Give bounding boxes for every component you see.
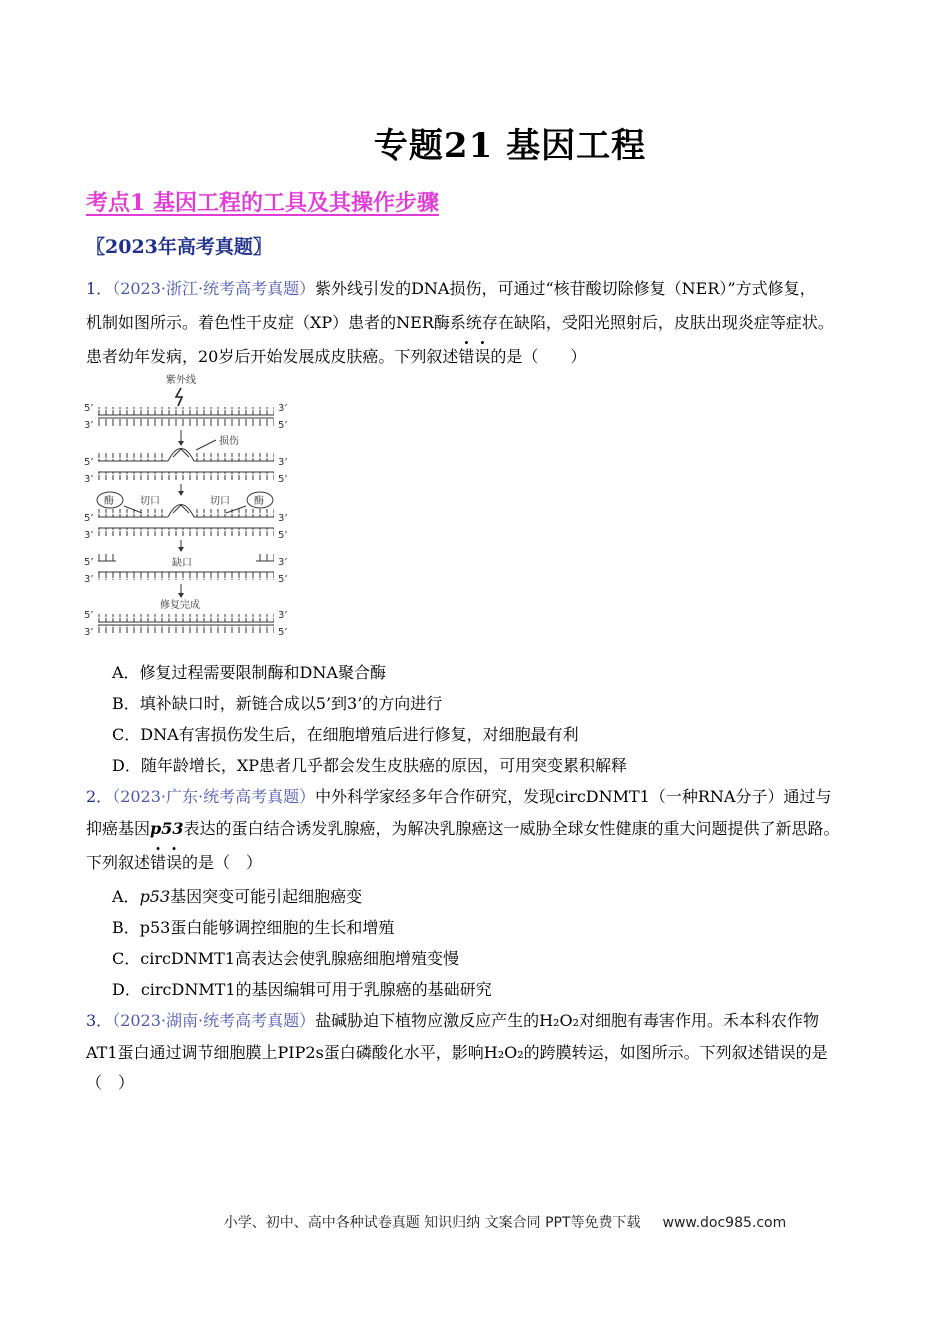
uv-bolt-icon xyxy=(176,388,182,406)
end-label: 5’ xyxy=(84,610,94,621)
q1-number: 1． xyxy=(86,279,113,298)
end-label: 5’ xyxy=(278,574,288,585)
end-label: 5’ xyxy=(278,474,288,485)
q2-stem-text1: 中外科学家经多年合作研究，发现circDNMT1（一种RNA分子）通过与 xyxy=(315,787,832,806)
end-label: 5’ xyxy=(84,557,94,568)
q2-stem-text2: 抑癌基因 xyxy=(86,819,151,838)
option-text: 基因突变可能引起细胞癌变 xyxy=(170,887,363,906)
q1-source: （2023·浙江·统考高考真题） xyxy=(112,279,316,298)
cut-label: 切口 xyxy=(140,496,160,507)
end-label: 3’ xyxy=(278,610,288,621)
q2-option-c[interactable]: C．circDNMT1高表达会使乳腺癌细胞增殖变慢 xyxy=(112,949,459,968)
repair-done-label: 修复完成 xyxy=(160,600,200,611)
q2-option-d[interactable]: D．circDNMT1的基因编辑可用于乳腺癌的基础研究 xyxy=(112,980,492,999)
gene-name: p53 xyxy=(139,887,171,906)
end-label: 3’ xyxy=(84,627,94,638)
q3-stem-line3: （ ） xyxy=(86,1073,135,1092)
end-label: 3’ xyxy=(84,474,94,485)
end-label: 5’ xyxy=(278,530,288,541)
q1-stem-text1: 紫外线引发的DNA损伤，可通过“核苷酸切除修复（NER）”方式修复， xyxy=(315,279,816,298)
gap-label: 缺口 xyxy=(172,558,192,569)
q2-emphasis-char2: 误 xyxy=(166,853,183,872)
q2-stem-text3-end: 的是（ ） xyxy=(182,853,263,872)
end-label: 5’ xyxy=(84,457,94,468)
q3-number: 3． xyxy=(86,1011,113,1030)
q2-option-b[interactable]: B．p53蛋白能够调控细胞的生长和增殖 xyxy=(112,918,395,937)
footer-url[interactable]: www.doc985.com xyxy=(662,1215,787,1231)
end-label: 3’ xyxy=(278,557,288,568)
end-label: 5’ xyxy=(84,513,94,524)
option-letter: A． xyxy=(112,887,140,906)
q2-source: （2023·广东·统考高考真题） xyxy=(112,787,316,806)
q1-emphasis-char1: 错 xyxy=(458,347,475,366)
cut-label: 切口 xyxy=(210,496,230,507)
q2-stem-line2 xyxy=(86,816,839,839)
end-label: 5’ xyxy=(84,403,94,414)
q2-emphasis-char1: 错 xyxy=(150,853,167,872)
end-label: 5’ xyxy=(278,420,288,431)
end-label: 3’ xyxy=(278,403,288,414)
q3-stem-text1: 盐碱胁迫下植物应激反应产生的H₂O₂对细胞有毒害作用。禾本科农作物 xyxy=(315,1011,819,1030)
end-label: 3’ xyxy=(84,420,94,431)
q1-emphasis-char2: 误 xyxy=(474,347,491,366)
q2-stem-line1 xyxy=(86,784,831,807)
subsection-heading: 〖2023年高考真题〗 xyxy=(86,236,272,258)
page-footer xyxy=(0,1212,950,1232)
q1-option-d[interactable]: D．随年龄增长，XP患者几乎都会发生皮肤癌的原因，可用突变累积解释 xyxy=(112,756,627,775)
q2-stem-text2-end: 表达的蛋白结合诱发乳腺癌，为解决乳腺癌这一威胁全球女性健康的重大问题提供了新思路。 xyxy=(183,819,840,838)
q1-stem-line2: 机制如图所示。着色性干皮症（XP）患者的NER酶系统存在缺陷，受阳光照射后，皮肤出现炎症等症状。 xyxy=(86,313,834,332)
q1-option-a[interactable]: A．修复过程需要限制酶和DNA聚合酶 xyxy=(112,663,386,682)
section-heading: 考点1 基因工程的工具及其操作步骤 xyxy=(86,190,439,216)
q1-stem-text3: 患者幼年发病，20岁后开始发展成皮肤癌。下列叙述 xyxy=(86,347,459,366)
footer-text: 小学、初中、高中各种试卷真题 知识归纳 文案合同 PPT等免费下载 xyxy=(223,1215,641,1231)
q1-option-c[interactable]: C．DNA有害损伤发生后，在细胞增殖后进行修复，对细胞最有利 xyxy=(112,725,579,744)
uv-label: 紫外线 xyxy=(166,375,196,386)
gene-name: p53 xyxy=(150,819,184,838)
end-label: 3’ xyxy=(278,457,288,468)
end-label: 5’ xyxy=(278,627,288,638)
ner-repair-figure xyxy=(84,370,304,642)
end-label: 3’ xyxy=(278,513,288,524)
q3-stem-line1 xyxy=(86,1008,819,1031)
q1-stem-text3-end: 的是（ ） xyxy=(490,347,587,366)
q2-number: 2． xyxy=(86,787,113,806)
q1-option-b[interactable]: B．填补缺口时，新链合成以5’到3’的方向进行 xyxy=(112,694,443,713)
q1-stem-line3 xyxy=(86,344,586,367)
q2-stem-text3: 下列叙述 xyxy=(86,853,151,872)
q2-option-a[interactable] xyxy=(112,884,362,907)
q2-stem-line3 xyxy=(86,850,262,873)
q3-source: （2023·湖南·统考高考真题） xyxy=(112,1011,316,1030)
enzyme-label: 酶 xyxy=(254,496,264,507)
end-label: 3’ xyxy=(84,530,94,541)
q1-stem-line1 xyxy=(86,276,816,299)
end-label: 3’ xyxy=(84,574,94,585)
damage-label: 损伤 xyxy=(219,436,239,447)
q3-stem-line2: AT1蛋白通过调节细胞膜上PIP2s蛋白磷酸化水平，影响H₂O₂的跨膜转运，如图所示。下列叙述错误的是 xyxy=(86,1043,828,1062)
page-title: 专题21 基因工程 xyxy=(373,126,647,166)
enzyme-label: 酶 xyxy=(104,496,114,507)
